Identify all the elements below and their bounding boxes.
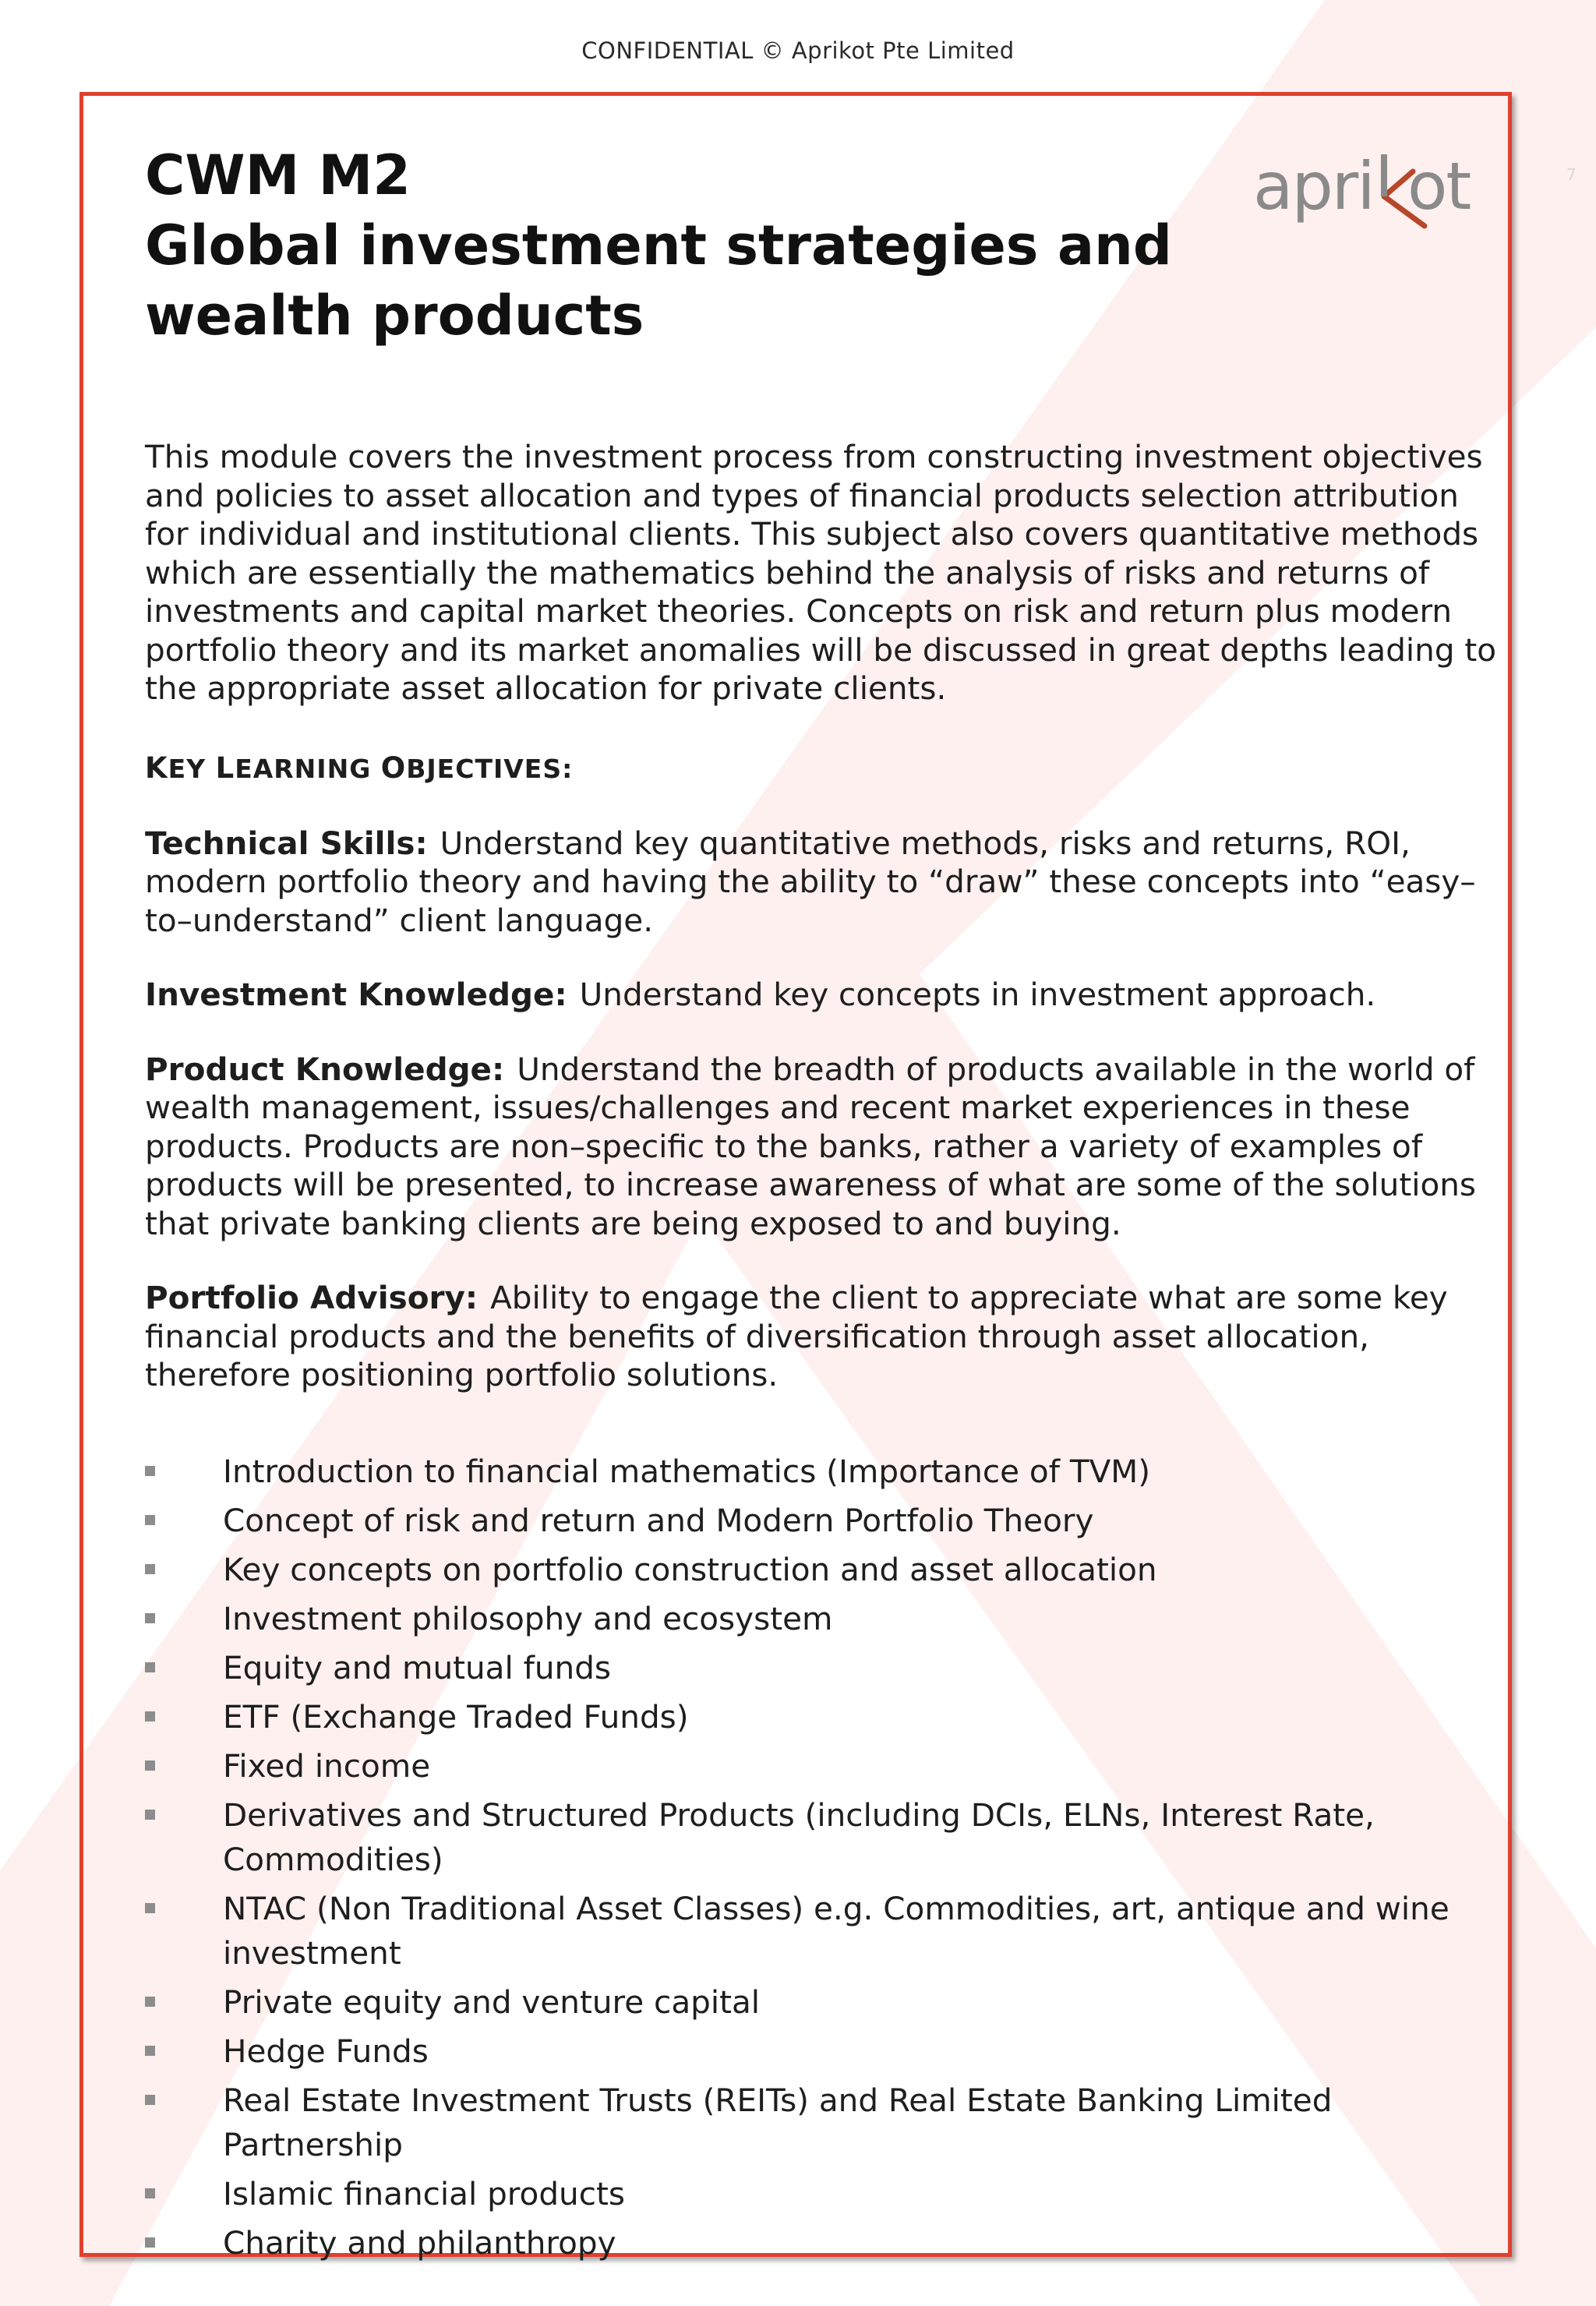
square-bullet-icon bbox=[145, 1466, 155, 1476]
document-content bbox=[145, 140, 1501, 2270]
square-bullet-icon bbox=[145, 1903, 155, 1913]
objective-label: Investment Knowledge: bbox=[145, 976, 567, 1013]
objective-investment-knowledge bbox=[145, 976, 1501, 1015]
page-number: 7 bbox=[1566, 165, 1577, 184]
square-bullet-icon bbox=[145, 1613, 155, 1623]
list-item: Equity and mutual funds bbox=[145, 1646, 1501, 1690]
key-learning-objectives-heading: KEY LEARNING OBJECTIVES: bbox=[145, 750, 574, 785]
square-bullet-icon bbox=[145, 1997, 155, 2007]
square-bullet-icon bbox=[145, 1564, 155, 1574]
list-item: Hedge Funds bbox=[145, 2029, 1501, 2074]
square-bullet-icon bbox=[145, 1760, 155, 1771]
objective-label: Product Knowledge: bbox=[145, 1050, 505, 1088]
list-item: Introduction to financial mathematics (Importance of TVM) bbox=[145, 1450, 1501, 1494]
square-bullet-icon bbox=[145, 1810, 155, 1820]
title-line-2: Global investment strategies and bbox=[145, 214, 1173, 277]
square-bullet-icon bbox=[145, 2237, 155, 2248]
title-line-3: wealth products bbox=[145, 284, 644, 348]
svg-text:ot: ot bbox=[1407, 148, 1471, 224]
objective-text: Understand key concepts in investment approach. bbox=[579, 976, 1376, 1013]
square-bullet-icon bbox=[145, 1711, 155, 1722]
objective-label: Technical Skills: bbox=[145, 824, 428, 862]
list-item: Key concepts on portfolio construction and asset allocation bbox=[145, 1548, 1501, 1592]
list-item: Charity and philanthropy bbox=[145, 2221, 1501, 2265]
list-item: Fixed income bbox=[145, 1744, 1501, 1789]
objective-technical-skills bbox=[145, 825, 1501, 941]
objective-text: Understand key quantitative methods, risks and returns, ROI, modern portfolio theory and having the ability to “draw” these concepts into “easy–to–understand” client language. bbox=[145, 824, 1476, 939]
list-item: Investment philosophy and ecosystem bbox=[145, 1597, 1501, 1641]
objective-product-knowledge bbox=[145, 1051, 1501, 1244]
list-item: Private equity and venture capital bbox=[145, 1980, 1501, 2025]
objective-label: Portfolio Advisory: bbox=[145, 1279, 478, 1316]
objective-text: Ability to engage the client to appreciate what are some key financial products and the benefits of diversification through asset allocation, therefore positioning portfolio solutions. bbox=[145, 1279, 1448, 1393]
square-bullet-icon bbox=[145, 2095, 155, 2105]
list-item: ETF (Exchange Traded Funds) bbox=[145, 1695, 1501, 1739]
square-bullet-icon bbox=[145, 1515, 155, 1525]
square-bullet-icon bbox=[145, 1662, 155, 1672]
square-bullet-icon bbox=[145, 2046, 155, 2056]
topics-list bbox=[145, 1450, 1501, 2265]
list-item: NTAC (Non Traditional Asset Classes) e.g. Commodities, art, antique and wine investment bbox=[145, 1887, 1501, 1976]
objective-text: Understand the breadth of products available in the world of wealth management, issues/challenges and recent market experiences in these products. Products are non–specific to the banks, rather a variety of examples of products will be presented, to increase awareness of what are some of the solutions that private banking clients are being exposed to and buying. bbox=[145, 1050, 1477, 1242]
intro-paragraph: This module covers the investment process from constructing investment objectives and policies to asset allocation and types of financial products selection attribution for individual and institutional clients. This subject also covers quantitative methods which are essentially the mathematics behind the analysis of risks and returns of investments and capital market theories. Concepts on risk and return plus modern portfolio theory and its market anomalies will be discussed in great depths leading to the appropriate asset allocation for private clients. bbox=[145, 438, 1497, 707]
document-title bbox=[145, 140, 1220, 351]
list-item: Derivatives and Structured Products (including DCIs, ELNs, Interest Rate, Commodities) bbox=[145, 1793, 1501, 1882]
confidential-header: CONFIDENTIAL © Aprikot Pte Limited bbox=[581, 37, 1015, 64]
objective-portfolio-advisory bbox=[145, 1279, 1501, 1395]
title-line-1: CWM M2 bbox=[145, 143, 411, 207]
svg-text:apri: apri bbox=[1253, 148, 1374, 224]
list-item: Concept of risk and return and Modern Portfolio Theory bbox=[145, 1499, 1501, 1543]
list-item: Real Estate Investment Trusts (REITs) and Real Estate Banking Limited Partnership bbox=[145, 2078, 1501, 2167]
list-item: Islamic financial products bbox=[145, 2172, 1501, 2216]
square-bullet-icon bbox=[145, 2188, 155, 2198]
